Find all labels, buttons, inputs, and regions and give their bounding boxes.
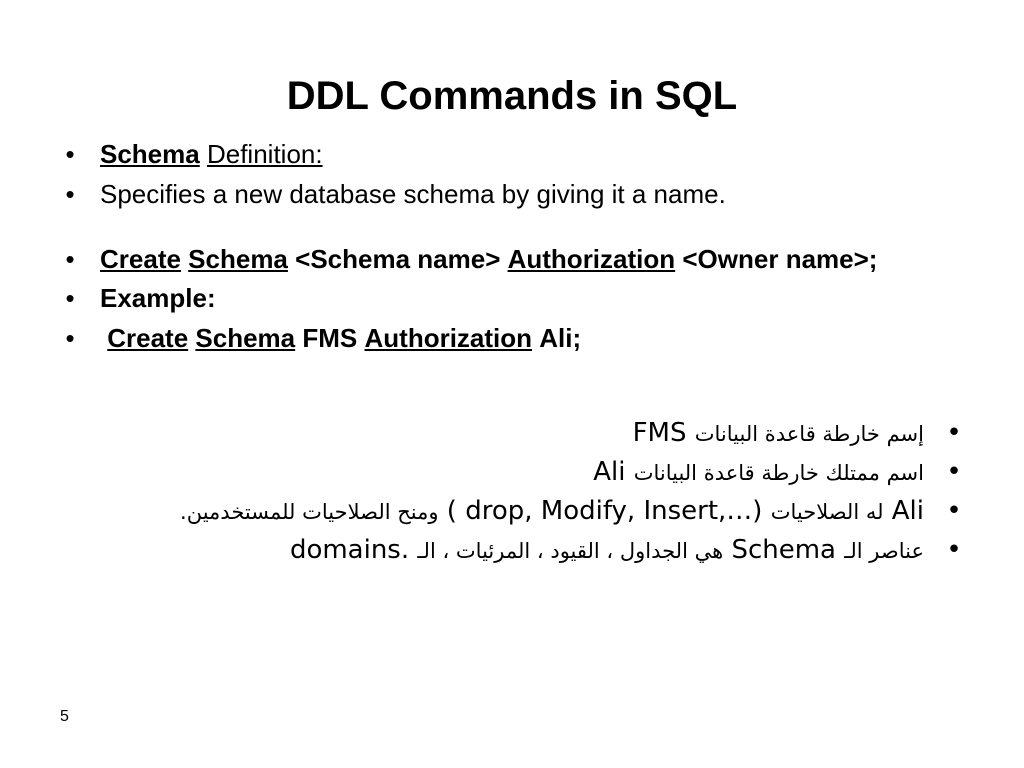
- fms-explanation-text: إسم خارطة قاعدة البيانات: [694, 422, 924, 446]
- authorization-keyword: Authorization: [364, 323, 533, 353]
- slide-number: 5: [60, 708, 69, 725]
- fms-value: FMS: [302, 323, 358, 353]
- schema-elements-list: هي الجداول ، القيود ، المرئيات ، الـ: [417, 539, 724, 563]
- permissions-list: ( drop, Modify, Insert,…): [446, 496, 763, 526]
- schema-keyword: Schema: [195, 323, 296, 353]
- authorization-keyword: Authorization: [507, 244, 676, 274]
- ali-value: Ali;: [539, 323, 582, 353]
- fms-term: FMS: [632, 418, 687, 448]
- domains-term: domains.: [289, 535, 410, 565]
- bullet-item-permissions: [144, 494, 964, 529]
- slide-title: DDL Commands in SQL: [286, 74, 738, 118]
- owner-name-placeholder: <Owner name>;: [682, 244, 878, 274]
- example-label: Example:: [100, 283, 216, 313]
- bullet-list-english: [60, 136, 960, 360]
- schema-term: Schema: [731, 535, 836, 565]
- schema-name-placeholder: <Schema name>: [295, 244, 501, 274]
- ali-explanation-text: اسم ممتلك خارطة قاعدة البيانات: [633, 461, 924, 485]
- ali-term: Ali: [891, 496, 924, 526]
- schema-keyword: Schema: [100, 139, 200, 169]
- bullet-item-example-statement: [60, 320, 960, 356]
- create-keyword: Create: [107, 323, 189, 353]
- bullet-item-schema-elements: [144, 533, 964, 568]
- schema-elements-prefix: عناصر الـ: [844, 539, 924, 563]
- specifies-text: Specifies a new database schema by giving it a name.: [100, 179, 726, 209]
- bullet-icon: •: [65, 244, 75, 274]
- bullet-list-arabic: [144, 416, 964, 572]
- grant-permissions-text: ومنح الصلاحيات للمستخدمين.: [180, 500, 439, 524]
- bullet-item-create-syntax: [60, 242, 960, 276]
- ali-term: Ali: [593, 457, 626, 487]
- bullet-item-ali-explanation: [144, 455, 964, 490]
- definition-label: Definition:: [206, 139, 323, 169]
- bullet-item-specifies: [60, 176, 960, 212]
- has-permissions-text: له الصلاحيات: [770, 500, 884, 524]
- bullet-icon: •: [65, 283, 75, 313]
- bullet-icon: •: [946, 535, 962, 565]
- schema-keyword: Schema: [188, 244, 288, 274]
- bullet-item-fms-explanation: [144, 416, 964, 451]
- bullet-item-schema-definition: [60, 136, 960, 172]
- bullet-icon: •: [946, 457, 962, 487]
- bullet-icon: •: [946, 496, 962, 526]
- bullet-icon: •: [65, 323, 75, 353]
- create-keyword: Create: [100, 244, 181, 274]
- bullet-icon: •: [65, 179, 75, 209]
- bullet-icon: •: [946, 418, 962, 448]
- bullet-item-example: [60, 280, 960, 316]
- bullet-icon: •: [65, 139, 75, 169]
